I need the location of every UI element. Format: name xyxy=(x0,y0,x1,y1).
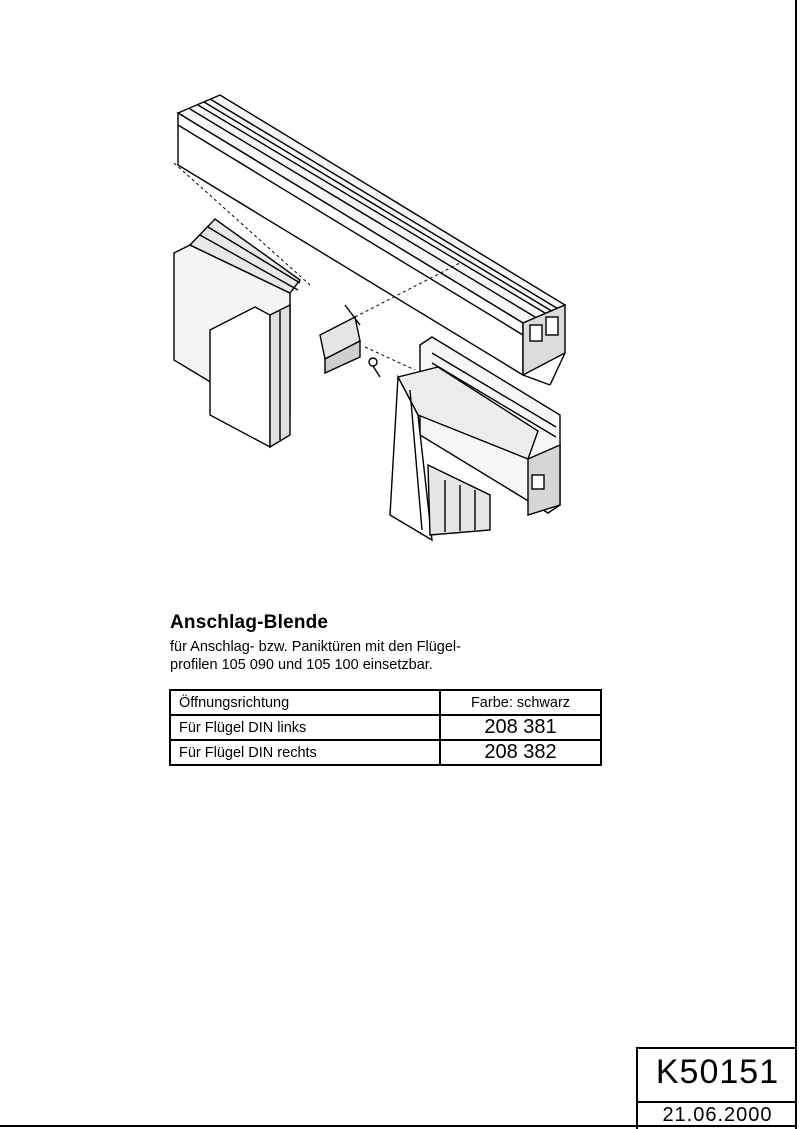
document-code-box xyxy=(636,1047,797,1129)
spec-table xyxy=(169,689,602,766)
header-color: Farbe: schwarz xyxy=(440,690,601,715)
table-row xyxy=(170,740,601,765)
corner-connector xyxy=(320,305,380,377)
header-opening-direction: Öffnungsrichtung xyxy=(170,690,440,715)
description-line-1: für Anschlag- bzw. Paniktüren mit den Flügel- xyxy=(170,639,461,655)
row-label-right: Für Flügel DIN rechts xyxy=(170,740,440,765)
code-box-divider xyxy=(638,1101,797,1103)
row-number-right: 208 382 xyxy=(440,740,601,765)
page-border-right xyxy=(795,0,797,1129)
row-number-left: 208 381 xyxy=(440,715,601,740)
description-line-2: profilen 105 090 und 105 100 einsetzbar. xyxy=(170,657,433,673)
left-corner-profile xyxy=(174,219,300,447)
document-code: K50151 xyxy=(655,1053,780,1091)
table-row xyxy=(170,715,601,740)
row-label-left: Für Flügel DIN links xyxy=(170,715,440,740)
section-title: Anschlag-Blende xyxy=(170,612,329,633)
section-description xyxy=(170,638,590,674)
profile-illustration xyxy=(160,85,580,550)
document-date: 21.06.2000 xyxy=(662,1104,773,1126)
table-header-row xyxy=(170,690,601,715)
